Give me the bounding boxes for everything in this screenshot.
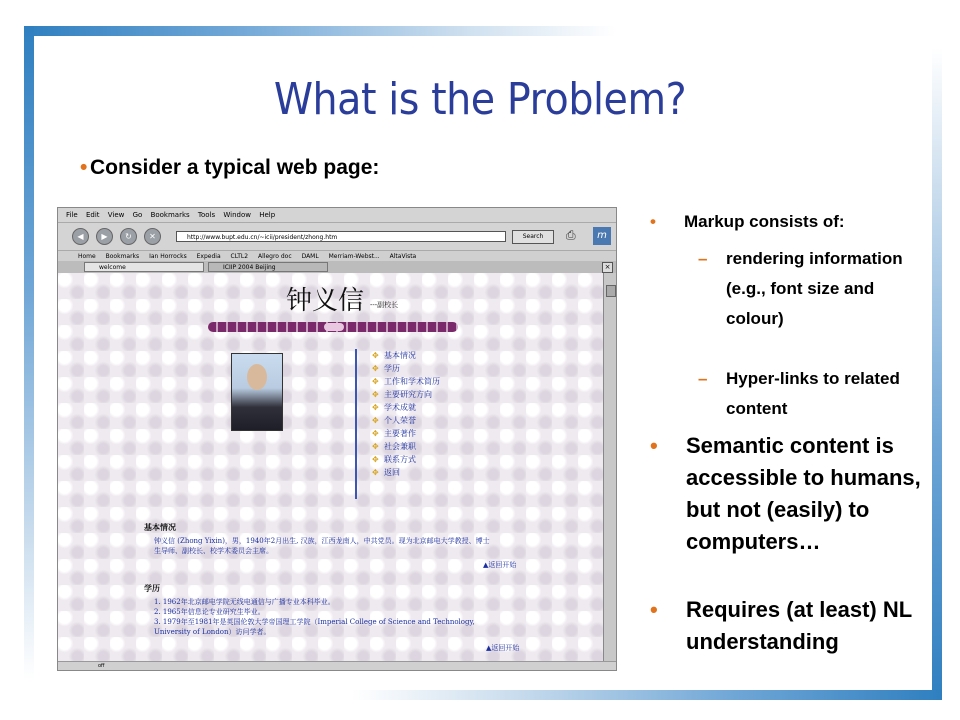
search-button: Search — [512, 230, 554, 244]
education-item: 3. 1979年至1981年是英国伦敦大学帝国理工学院（Imperial College of Science and Technology, University of London）访问学者。 — [154, 618, 475, 636]
markup-bullet-text: Markup consists of: — [684, 212, 845, 231]
reload-icon: ↻ — [120, 228, 137, 245]
accent-bar-top — [24, 26, 616, 36]
page-link: ✥ 主要著作 — [372, 427, 440, 440]
browser-navbar — [58, 222, 616, 251]
page-link: ✥ 主要研究方向 — [372, 388, 440, 401]
divider-line — [355, 349, 357, 499]
semantic-bullet — [650, 430, 926, 558]
markup-bullet — [650, 212, 845, 232]
bookmark-item: Expedia — [196, 253, 221, 260]
close-icon: × — [602, 262, 613, 273]
back-arrow-icon: ◀ — [72, 228, 89, 245]
back-to-top-link: ▲返回开始 — [483, 561, 517, 569]
menu-view: View — [107, 211, 125, 219]
accent-bar-right — [932, 48, 942, 700]
education-item: 1. 1962年北京邮电学院无线电通信与广播专业本科毕业。 — [154, 598, 335, 606]
tab-welcome: welcome — [84, 262, 204, 272]
url-field: http://www.bupt.edu.cn/~icii/president/zhong.htm — [176, 231, 506, 242]
menu-help: Help — [259, 211, 276, 219]
bookmark-item: Merriam-Webst... — [328, 253, 380, 260]
menu-go: Go — [132, 211, 143, 219]
browser-screenshot — [57, 207, 617, 671]
page-link: ✥ 工作和学术简历 — [372, 375, 440, 388]
accent-bar-bottom — [352, 690, 942, 700]
page-link: ✥ 个人荣誉 — [372, 414, 440, 427]
bookmark-item: Bookmarks — [105, 253, 140, 260]
forward-arrow-icon: ▶ — [96, 228, 113, 245]
person-role: ---副校长 — [370, 301, 399, 309]
menu-tools: Tools — [197, 211, 216, 219]
decorative-ribbon — [208, 322, 458, 332]
scrollbar — [603, 273, 617, 661]
intro-bullet — [80, 156, 380, 180]
menu-bookmarks: Bookmarks — [150, 211, 190, 219]
page-link-list — [372, 349, 440, 479]
bullet-icon: • — [80, 156, 88, 179]
bullet-icon: • — [650, 212, 656, 231]
page-link: ✥ 社会兼职 — [372, 440, 440, 453]
semantic-bullet-text: Semantic content is accessible to humans, but not (easily) to computers… — [686, 433, 921, 554]
person-name: 钟义信 — [286, 286, 365, 316]
sub-bullet-hyperlinks — [698, 364, 926, 424]
portrait-photo — [231, 353, 283, 431]
back-to-top-link: ▲返回开始 — [486, 644, 520, 652]
status-bar: off — [58, 661, 616, 670]
back-to-top-text: 返回开始 — [488, 561, 517, 569]
bookmark-item: CLTL2 — [230, 253, 249, 260]
browser-logo-icon: m — [593, 227, 611, 245]
bullet-icon: • — [650, 433, 658, 458]
requires-bullet-text: Requires (at least) NL understanding — [686, 597, 912, 654]
menu-file: File — [66, 211, 78, 219]
scroll-thumb — [606, 285, 616, 297]
accent-bar-left — [24, 26, 34, 680]
education-list — [154, 597, 494, 637]
dash-icon: – — [698, 369, 708, 388]
education-heading: 学历 — [144, 583, 160, 593]
requires-bullet — [650, 594, 926, 658]
bookmark-item: Allegro doc — [258, 253, 292, 260]
bullet-icon: • — [650, 597, 658, 622]
page-link: ✥ 返回 — [372, 466, 440, 479]
page-link: ✥ 基本情况 — [372, 349, 440, 362]
bookmarks-bar — [58, 250, 616, 261]
dash-icon: – — [698, 249, 708, 268]
back-to-top-text: 返回开始 — [491, 644, 520, 652]
bookmark-item: DAML — [301, 253, 319, 260]
slide-title: What is the Problem? — [273, 74, 687, 125]
ribbon-center — [324, 323, 344, 331]
page-link: ✥ 学术成就 — [372, 401, 440, 414]
basic-info-text: 钟义信 (Zhong Yixin)，男，1940年2月出生, 汉族，江西龙南人，中共党员。现为北京邮电大学教授、博士生导师、副校长、校学术委员会主席。 — [154, 537, 490, 555]
page-link: ✥ 学历 — [372, 362, 440, 375]
page-link: ✥ 联系方式 — [372, 453, 440, 466]
sub-bullet-rendering — [698, 244, 936, 334]
basic-info-heading: 基本情况 — [144, 522, 176, 532]
intro-bullet-text: Consider a typical web page: — [90, 156, 380, 179]
web-page-content — [58, 273, 603, 661]
sub-bullet-text: Hyper-links to related content — [726, 369, 900, 418]
sub-bullet-text: rendering information (e.g., font size and colour) — [726, 249, 903, 328]
print-icon: ⎙ — [566, 228, 576, 242]
menu-window: Window — [223, 211, 251, 219]
bookmark-item: Ian Horrocks — [149, 253, 187, 260]
browser-menubar — [58, 208, 616, 222]
stop-icon: ✕ — [144, 228, 161, 245]
tab-iciip: ICIIP 2004 Beijing — [208, 262, 328, 272]
bookmark-item: AltaVista — [389, 253, 417, 260]
bookmark-item: Home — [78, 253, 96, 260]
menu-edit: Edit — [85, 211, 100, 219]
browser-tabbar — [58, 261, 616, 273]
education-item: 2. 1965年信息论专业研究生毕业。 — [154, 608, 265, 616]
portrait-face — [247, 364, 267, 390]
